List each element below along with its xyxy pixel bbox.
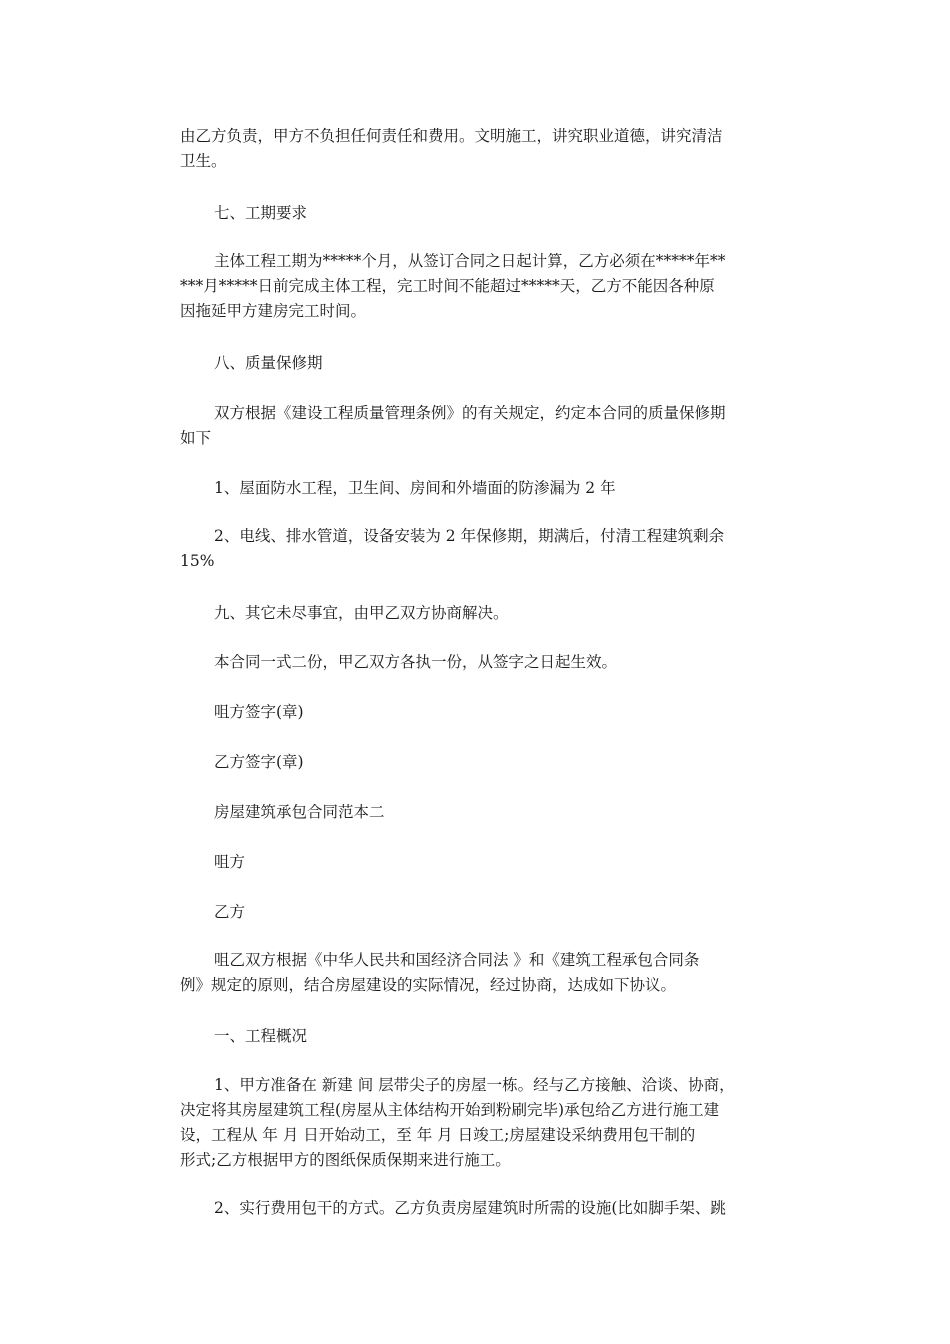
text-line: 决定将其房屋建筑工程(房屋从主体结构开始到粉刷完毕)承包给乙方进行施工建 [180, 1101, 720, 1119]
text-line: 因拖延甲方建房完工时间。 [180, 302, 367, 320]
section-title [214, 800, 814, 825]
text-line: 乙方签字(章) [214, 753, 304, 771]
paragraph-copies [214, 650, 814, 675]
heading-warranty [214, 351, 814, 376]
text-line: 房屋建筑承包合同范本二 [214, 803, 385, 821]
text-line: 2、电线、排水管道，设备安装为 2 年保修期，期满后，付清工程建筑剩余 [214, 527, 725, 545]
heading-schedule [214, 201, 814, 226]
text-line: 本合同一式二份，甲乙双方各执一份，从签字之日起生效。 [214, 653, 618, 671]
text-line: 如下 [180, 429, 212, 447]
paragraph-cost-method [180, 1196, 780, 1221]
paragraph-agreement-basis [180, 948, 780, 998]
text-line: 七、工期要求 [214, 204, 308, 222]
list-item-1 [214, 476, 814, 501]
heading-project-overview [214, 1024, 814, 1049]
paragraph-other-matters [214, 601, 814, 626]
party-b-label [214, 900, 814, 925]
text-line: 卫生。 [180, 152, 227, 170]
paragraph-responsibility-cont [180, 124, 780, 174]
text-line: 例》规定的原则，结合房屋建设的实际情况，经过协商，达成如下协议。 [180, 976, 677, 994]
text-line: 乙方 [214, 903, 246, 921]
text-line: 咀方 [214, 853, 246, 871]
text-line: 一、工程概况 [214, 1027, 308, 1045]
text-line: 15% [180, 552, 215, 570]
text-line: 双方根据《建设工程质量管理条例》的有关规定，约定本合同的质量保修期 [214, 404, 726, 422]
text-line: 1、屋面防水工程，卫生间、房间和外墙面的防渗漏为 2 年 [214, 479, 616, 497]
text-line: 八、质量保修期 [214, 354, 323, 372]
text-line: 设，工程从 年 月 日开始动工，至 年 月 日竣工;房屋建设采纳费用包干制的 [180, 1126, 696, 1144]
paragraph-schedule [180, 249, 780, 324]
text-line: 由乙方负责，甲方不负担任何责任和费用。文明施工，讲究职业道德，讲究清洁 [180, 127, 723, 145]
party-b-signature [214, 750, 814, 775]
text-line: 1、甲方准备在 新建 间 层带尖子的房屋一栋。经与乙方接触、洽谈、协商， [214, 1076, 735, 1094]
list-item-2 [180, 524, 780, 574]
party-a-label [214, 850, 814, 875]
text-line: 形式;乙方根据甲方的图纸保质保期来进行施工。 [180, 1151, 511, 1169]
text-line: 咀乙双方根据《中华人民共和国经济合同法 》和《建筑工程承包合同条 [214, 951, 700, 969]
text-line: 九、其它未尽事宜，由甲乙双方协商解决。 [214, 604, 509, 622]
text-line: 主体工程工期为*****个月，从签订合同之日起计算，乙方必须在*****年** [214, 252, 726, 270]
text-line: 咀方签字(章) [214, 703, 304, 721]
paragraph-warranty [180, 401, 780, 451]
text-line: ***月*****日前完成主体工程，完工时间不能超过*****天，乙方不能因各种原 [180, 277, 715, 295]
text-line: 2、实行费用包干的方式。乙方负责房屋建筑时所需的设施(比如脚手架、跳 [214, 1199, 726, 1217]
paragraph-project-overview [180, 1073, 780, 1173]
party-a-signature [214, 700, 814, 725]
